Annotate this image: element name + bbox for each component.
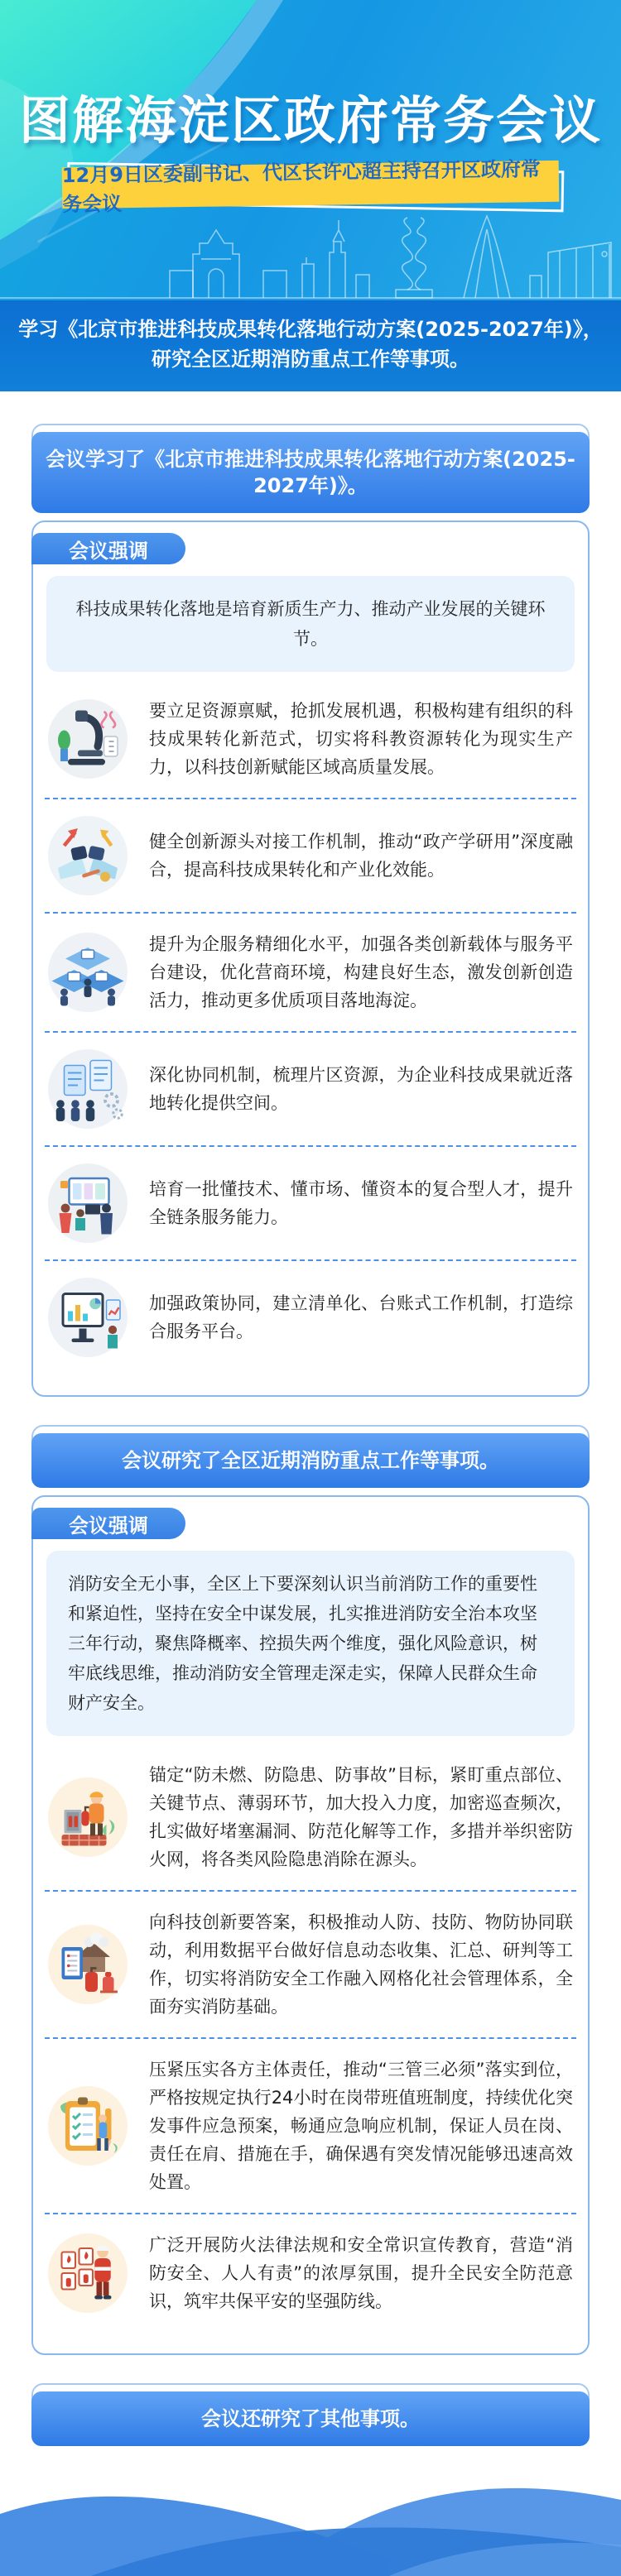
item-text: 健全创新源头对接工作机制，推动“政产学研用”深度融合，提高科技成果转化和产业化效能。 (149, 832, 573, 880)
summary-line-2: 研究全区近期消防重点工作等事项。 (152, 348, 469, 371)
hero-header (0, 0, 621, 391)
section2-banner-text: 会议研究了全区近期消防重点工作等事项。 (31, 1433, 590, 1488)
fire-tech-equipment-icon (48, 1925, 128, 2004)
wave-decoration (0, 2468, 621, 2576)
list-item (45, 2213, 576, 2332)
cooperation-handshake-icon (48, 816, 128, 895)
firefighter-extinguisher-icon (48, 1777, 128, 1857)
section1-card (31, 520, 590, 1397)
summary-line-1: 学习《北京市推进科技成果转化落地行动方案(2025-2027年)》， (18, 318, 603, 341)
page-title: 图解海淀区政府常务会议 (18, 90, 602, 151)
list-item (45, 1145, 576, 1259)
fire-education-icon (48, 2233, 128, 2313)
list-item (45, 1890, 576, 2037)
section2-tab: 会议强调 (31, 1508, 185, 1539)
collaboration-space-icon (48, 1049, 128, 1129)
section1-item-list (33, 680, 588, 1374)
content-area (0, 432, 621, 2446)
section2-highlight: 消防安全无小事，全区上下要深刻认识当前消防工作的重要性和紧迫性，坚持在安全中谋发展，扎实推进消防安全治本攻坚三年行动，聚焦降概率、控损失两个维度，强化风险意识，树牢底线思维，推动消防安全管理走深走实，保障人民群众生命财产安全。 (46, 1551, 575, 1736)
footer-banner-text: 会议还研究了其他事项。 (31, 2391, 590, 2446)
subtitle-text: 12月9日区委副书记、代区长许心超主持召开区政府常务会议 (62, 161, 560, 209)
list-item (45, 1031, 576, 1145)
section2-item-list (33, 1744, 588, 2332)
list-item (33, 680, 588, 798)
list-item (33, 1744, 588, 1890)
item-text: 压紧压实各方主体责任，推动“三管三必须”落实到位，严格按规定执行24小时在岗带班值班制度，持续优化突发事件应急预案，畅通应急响应机制，保证人员在岗、责任在肩、措施在手，确保遇有突发情况能够迅速高效处置。 (149, 2060, 573, 2192)
list-item (45, 1259, 576, 1374)
policy-platform-icon (48, 1278, 128, 1357)
item-text: 锚定“防未燃、防隐患、防事故”目标，紧盯重点部位、关键节点、薄弱环节，加大投入力度，加密巡查频次，扎实做好堵塞漏洞、防范化解等工作，多措并举织密防火网，将各类风险隐患消除在源头。 (149, 1765, 573, 1869)
meeting-summary-band (0, 300, 621, 391)
talent-training-icon (48, 1163, 128, 1243)
list-item (45, 912, 576, 1031)
section2-card (31, 1495, 590, 2355)
skyline-illustration (0, 204, 621, 302)
section1-tab: 会议强调 (31, 533, 185, 564)
list-item (45, 2037, 576, 2213)
list-item (45, 798, 576, 912)
section1-banner (31, 432, 590, 513)
emergency-duty-checklist-icon (48, 2086, 128, 2166)
section1-banner-text: 会议学习了《北京市推进科技成果转化落地行动方案(2025-2027年)》。 (31, 432, 590, 513)
item-text: 要立足资源禀赋，抢抓发展机遇，积极构建有组织的科技成果转化新范式，切实将科教资源转化为现实生产力，以科技创新赋能区域高质量发展。 (149, 701, 573, 777)
section2-banner (31, 1433, 590, 1488)
section1-highlight: 科技成果转化落地是培育新质生产力、推动产业发展的关键环节。 (46, 576, 575, 672)
research-microscope-icon (48, 699, 128, 779)
item-text: 深化协同机制，梳理片区资源，为企业科技成果就近落地转化提供空间。 (149, 1065, 573, 1113)
item-text: 广泛开展防火法律法规和安全常识宣传教育，营造“消防安全、人人有责”的浓厚氛围，提升全民安全防范意识，筑牢共保平安的坚强防线。 (149, 2235, 573, 2311)
subtitle-banner (61, 157, 560, 217)
footer-banner (31, 2391, 590, 2446)
innovation-platform-icon (48, 933, 128, 1012)
page-footer (0, 2446, 621, 2576)
item-text: 加强政策协同，建立清单化、台账式工作机制，打造综合服务平台。 (149, 1293, 573, 1341)
item-text: 培育一批懂技术、懂市场、懂资本的复合型人才，提升全链条服务能力。 (149, 1179, 573, 1227)
item-text: 提升为企服务精细化水平，加强各类创新载体与服务平台建设，优化营商环境，构建良好生态，激发创新创造活力，推动更多优质项目落地海淀。 (149, 934, 573, 1010)
item-text: 向科技创新要答案，积极推动人防、技防、物防协同联动，利用数据平台做好信息动态收集、汇总、研判等工作，切实将消防安全工作融入网格化社会管理体系，全面夯实消防基础。 (149, 1912, 573, 2017)
